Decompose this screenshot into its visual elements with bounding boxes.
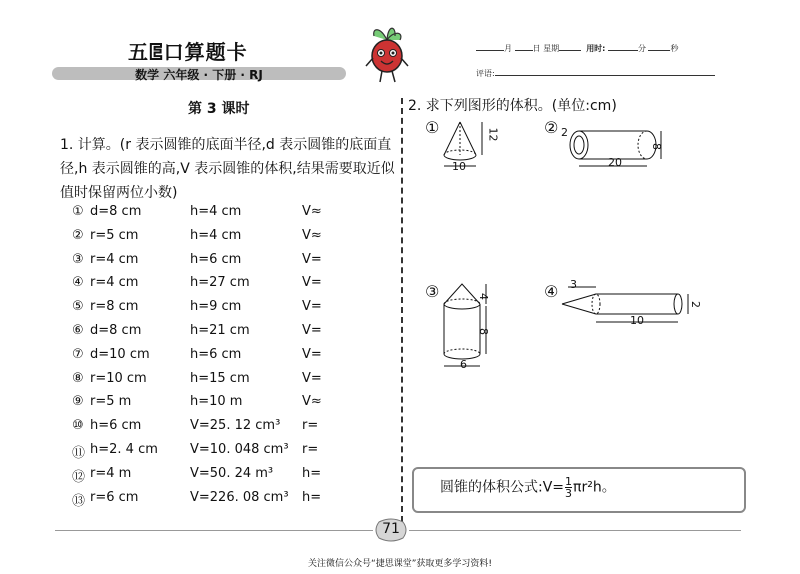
row-answer-blank: V= — [302, 299, 322, 314]
row-number: ③ — [72, 252, 84, 267]
brand-char: 五 — [128, 40, 149, 64]
week-label: 星期 — [543, 44, 560, 53]
figure-1-dim-diameter: 10 — [452, 160, 466, 173]
row-given-2: h=6 cm — [190, 347, 242, 362]
row-number: ⑥ — [72, 323, 84, 338]
row-given-1: d=10 cm — [90, 347, 150, 362]
row-number: ⑧ — [72, 371, 84, 386]
row-answer-blank: V= — [302, 252, 322, 267]
row-given-2: h=15 cm — [190, 371, 250, 386]
second-label: 秒 — [670, 44, 679, 53]
row-answer-blank: r= — [302, 418, 319, 433]
brand-e: E — [149, 40, 164, 64]
row-given-2: V=25. 12 cm³ — [190, 418, 281, 433]
figure-3-cone-cylinder — [440, 280, 500, 380]
row-number: ② — [72, 228, 84, 243]
row-given-2: V=50. 24 m³ — [190, 466, 274, 481]
column-divider — [401, 98, 403, 522]
row-answer-blank: V= — [302, 347, 322, 362]
formula-prefix: 圆锥的体积公式:V= — [440, 479, 565, 496]
row-given-1: h=6 cm — [90, 418, 142, 433]
month-label: 月 — [504, 44, 512, 53]
row-answer-blank: V≈ — [302, 394, 322, 409]
radish-mascot-icon — [362, 24, 412, 86]
cone-volume-formula — [440, 476, 616, 499]
figure-3-dim-cyl-height: 8 — [477, 328, 490, 335]
row-given-2: h=4 cm — [190, 204, 242, 219]
month-blank[interactable] — [476, 42, 504, 51]
week-blank[interactable] — [559, 42, 581, 51]
date-line — [476, 42, 678, 54]
row-given-1: r=6 cm — [90, 490, 139, 505]
subtitle-text: 数学 六年级 · 下册 · RJ — [135, 68, 263, 82]
formula-denominator: 3 — [565, 487, 573, 500]
row-given-1: d=8 cm — [90, 323, 142, 338]
row-given-2: h=6 cm — [190, 252, 242, 267]
figure-4-label: ④ — [544, 282, 559, 301]
row-given-2: h=10 m — [190, 394, 243, 409]
row-given-2: V=10. 048 cm³ — [190, 442, 289, 457]
figure-4-dim-cyl-length: 10 — [630, 314, 644, 327]
figure-4-dim-diameter: 2 — [689, 301, 702, 308]
brand-rest: 口算题卡 — [163, 40, 248, 64]
brand-title — [128, 36, 248, 65]
row-answer-blank: h= — [302, 466, 322, 481]
day-label: 日 — [532, 44, 541, 53]
row-given-1: r=5 cm — [90, 228, 139, 243]
comment-line — [476, 67, 715, 79]
second-blank[interactable] — [648, 42, 670, 51]
formula-numerator: 1 — [565, 475, 573, 488]
figure-3-dim-cone-height: 4 — [477, 293, 490, 300]
row-given-1: d=8 cm — [90, 204, 142, 219]
day-blank[interactable] — [515, 42, 533, 51]
row-number: ⑫ — [72, 470, 86, 485]
row-given-1: r=8 cm — [90, 299, 139, 314]
formula-fraction — [565, 476, 572, 499]
figure-4-dim-cone-length: 3 — [570, 278, 577, 291]
row-answer-blank: V≈ — [302, 204, 322, 219]
comment-label: 评语: — [476, 69, 495, 78]
row-given-1: r=4 cm — [90, 252, 139, 267]
figure-3-dim-diameter: 6 — [460, 358, 467, 371]
footer-line-left — [55, 530, 373, 531]
row-number: ⑪ — [72, 446, 86, 461]
time-label: 用时: — [586, 44, 606, 53]
row-given-2: h=4 cm — [190, 228, 242, 243]
comment-blank[interactable] — [495, 67, 715, 76]
row-given-1: r=10 cm — [90, 371, 147, 386]
minute-blank[interactable] — [608, 42, 638, 51]
figure-2-label: ② — [544, 118, 559, 137]
figure-3-label: ③ — [425, 282, 440, 301]
row-number: ④ — [72, 275, 84, 290]
question-1-intro: 1. 计算。(r 表示圆锥的底面半径,d 表示圆锥的底面直径,h 表示圆锥的高,V 表示圆锥的体积,结果需要取近似值时保留两位小数) — [60, 137, 395, 201]
figure-2-dim-inner: 2 — [561, 126, 568, 139]
figure-2-dim-diameter: 8 — [650, 143, 663, 150]
row-number: ⑬ — [72, 494, 86, 509]
row-number: ⑩ — [72, 418, 84, 433]
lesson-title: 第 3 课时 — [188, 101, 250, 117]
row-given-2: V=226. 08 cm³ — [190, 490, 289, 505]
row-given-2: h=21 cm — [190, 323, 250, 338]
row-given-1: r=4 m — [90, 466, 132, 481]
figure-1-label: ① — [425, 118, 440, 137]
row-answer-blank: V= — [302, 323, 322, 338]
row-answer-blank: V≈ — [302, 228, 322, 243]
row-given-2: h=27 cm — [190, 275, 250, 290]
row-number: ⑤ — [72, 299, 84, 314]
row-given-1: r=4 cm — [90, 275, 139, 290]
row-number: ① — [72, 204, 84, 219]
page-number: 71 — [382, 521, 400, 537]
row-answer-blank: V= — [302, 275, 322, 290]
figure-2-dim-length: 20 — [608, 156, 622, 169]
minute-label: 分 — [637, 44, 646, 53]
question-2-title: 2. 求下列图形的体积。(单位:cm) — [408, 98, 617, 114]
footer-note: 关注微信公众号“捷思课堂”获取更多学习资料! — [308, 559, 492, 569]
row-answer-blank: V= — [302, 371, 322, 386]
row-number: ⑨ — [72, 394, 84, 409]
formula-suffix: πr²h。 — [573, 479, 616, 496]
row-given-1: h=2. 4 cm — [90, 442, 158, 457]
footer-line-right — [409, 530, 741, 531]
row-number: ⑦ — [72, 347, 84, 362]
row-given-2: h=9 cm — [190, 299, 242, 314]
row-answer-blank: r= — [302, 442, 319, 457]
figure-1-dim-height: 12 — [486, 127, 500, 142]
row-answer-blank: h= — [302, 490, 322, 505]
row-given-1: r=5 m — [90, 394, 132, 409]
